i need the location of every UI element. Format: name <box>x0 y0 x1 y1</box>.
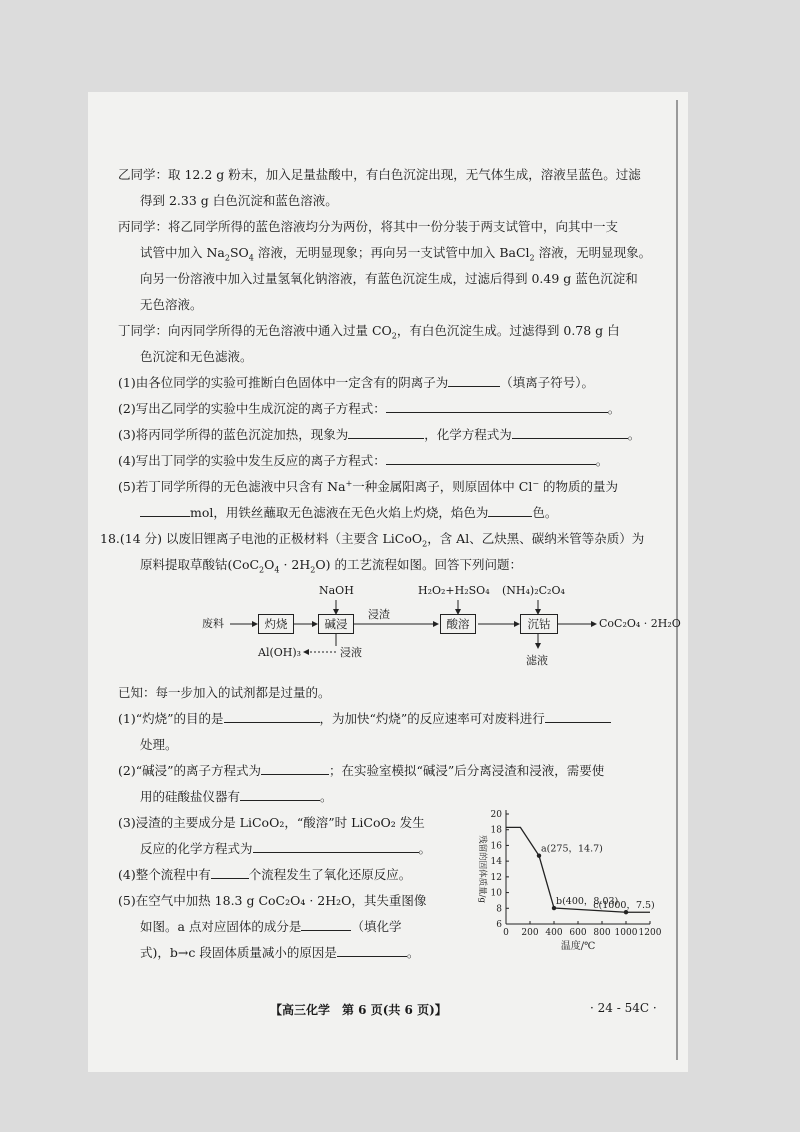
q17-sub3: (3)将丙同学所得的蓝色沉淀加热，现象为 ，化学方程式为 。 <box>118 422 666 448</box>
q17-bing-line-3: 向另一份溶液中加入过量氢氧化钠溶液，有蓝色沉淀生成，过滤后得到 0.49 g 蓝色沉淀和 <box>140 271 638 286</box>
answer-blank[interactable] <box>488 502 532 517</box>
y-tick-label: 10 <box>490 888 502 899</box>
mass-loss-chart <box>470 802 670 952</box>
q18-p5-line-2: 如图。a 点对应固体的成分是 （填化学 <box>118 914 463 940</box>
y-tick-label: 8 <box>496 904 502 915</box>
flow-nh4c2o4: (NH₄)₂C₂O₄ <box>502 584 565 597</box>
flow-residue: 浸渣 <box>368 608 390 621</box>
x-axis-label: 温度/℃ <box>560 941 596 952</box>
flow-feed: 废料 <box>202 617 224 630</box>
flow-box-burn: 灼烧 <box>258 614 294 634</box>
y-tick-label: 18 <box>490 825 502 836</box>
page-fold-line <box>676 100 678 1060</box>
q17-sub2: (2)写出乙同学的实验中生成沉淀的离子方程式： 。 <box>118 396 666 422</box>
q17-sub1: (1)由各位同学的实验可推断白色固体中一定含有的阴离子为 （填离子符号）。 <box>118 370 666 396</box>
q17-ding-line-2: 色沉淀和无色滤液。 <box>140 349 253 364</box>
flow-h2o2: H₂O₂+H₂SO₄ <box>418 584 490 597</box>
exam-page <box>100 162 681 960</box>
flow-box-acid: 酸溶 <box>440 614 476 634</box>
q18-p1-line-2: 处理。 <box>140 737 178 752</box>
y-axis-label: 残留的固体质量/g <box>477 835 487 903</box>
x-tick-label: 0 <box>503 928 509 938</box>
flow-product: CoC₂O₄ · 2H₂O <box>599 617 681 630</box>
point-label: c(1000，7.5) <box>593 900 655 912</box>
answer-blank[interactable] <box>261 760 329 775</box>
answer-blank[interactable] <box>545 708 611 723</box>
point-label: b(400，8.03) <box>556 896 619 908</box>
flow-leachate: 浸液 <box>340 646 362 659</box>
q17-bing-line-1: 丙同学：将乙同学所得的蓝色溶液均分为两份，将其中一份分装于两支试管中，向其中一支 <box>118 219 619 234</box>
flow-box-precip: 沉钴 <box>520 614 558 634</box>
y-tick-label: 16 <box>490 841 502 852</box>
x-tick-label: 200 <box>521 928 539 938</box>
answer-blank[interactable] <box>211 864 249 879</box>
flow-aloh: Al(OH)₃ <box>258 646 302 659</box>
q17-sub5-line-1: (5)若丁同学所得的无色滤液中只含有 Na+一种金属阳离子，则原固体中 Cl− 的物质的量为 <box>118 478 619 494</box>
answer-blank[interactable] <box>240 786 320 801</box>
q18-p3-line-1: (3)浸渣的主要成分是 LiCoO₂，“酸溶”时 LiCoO₂ 发生 <box>118 815 425 830</box>
answer-blank[interactable] <box>140 502 190 517</box>
q17-yi-line-2: 得到 2.33 g 白色沉淀和蓝色溶液。 <box>140 193 338 208</box>
y-tick-label: 6 <box>496 920 502 930</box>
answer-blank[interactable] <box>448 372 500 387</box>
footer-center: 【高三化学 第 6 页(共 6 页)】 <box>270 1003 447 1017</box>
y-tick-label: 12 <box>490 872 502 883</box>
process-flow-diagram <box>118 578 681 680</box>
q18-known: 已知：每一步加入的试剂都是过量的。 <box>118 685 331 700</box>
point-label: a(275，14.7) <box>541 843 603 855</box>
answer-blank[interactable] <box>386 450 596 465</box>
flow-filtrate: 滤液 <box>526 654 548 667</box>
answer-blank[interactable] <box>512 424 628 439</box>
q18-p4: (4)整个流程中有 个流程发生了氧化还原反应。 <box>118 862 463 888</box>
q18-p1-line-1: (1)“灼烧”的目的是 ，为加快“灼烧”的反应速率可对废料进行 <box>118 706 666 732</box>
answer-blank[interactable] <box>253 838 419 853</box>
q17-yi-line-1: 乙同学：取 12.2 g 粉末，加入足量盐酸中，有白色沉淀出现，无气体生成，溶液呈蓝色。过滤 <box>118 167 641 182</box>
x-tick-label: 1200 <box>638 928 662 938</box>
q18-header-line-1: 18.(14 分) 以废旧锂离子电池的正极材料（主要含 LiCoO$_2$，含 Al、乙炔黑、碳纳米管等杂质）为 <box>100 531 645 549</box>
answer-blank[interactable] <box>348 424 424 439</box>
footer-code: · 24 - 54C · <box>590 1001 657 1015</box>
x-tick-label: 800 <box>593 928 611 938</box>
q17-bing-line-2: 试管中加入 $Na_2SO_4$ 溶液，无明显现象；再向另一支试管中加入 BaCl$_2$ 溶液，无明显现象。 <box>140 245 652 263</box>
q18-header-line-2: 原料提取草酸钴$(CoC_2O_4 \cdot 2H_2O)$ 的工艺流程如图。回答下列问题： <box>140 557 522 575</box>
x-tick-label: 600 <box>569 928 587 938</box>
answer-blank[interactable] <box>224 708 320 723</box>
x-tick-label: 1000 <box>614 928 638 938</box>
q18-p3-p5-block <box>118 810 666 960</box>
q17-sub5-line-2: mol，用铁丝蘸取无色滤液在无色火焰上灼烧，焰色为 色。 <box>118 500 666 526</box>
q18-p2-line-1: (2)“碱浸”的离子方程式为 ；在实验室模拟“碱浸”后分离浸渣和浸液，需要使 <box>118 758 666 784</box>
answer-blank[interactable] <box>386 398 608 413</box>
q17-bing-line-4: 无色溶液。 <box>140 297 203 312</box>
x-tick-label: 400 <box>545 928 563 938</box>
answer-blank[interactable] <box>301 916 351 931</box>
q18-p5-line-1: (5)在空气中加热 18.3 g CoC₂O₄ · 2H₂O，其失重图像 <box>118 893 427 908</box>
q17-ding-line-1: 丁同学：向丙同学所得的无色溶液中通入过量 $CO_2$，有白色沉淀生成。过滤得到 0.78 g 白 <box>118 323 620 341</box>
answer-blank[interactable] <box>337 942 407 957</box>
y-tick-label: 14 <box>490 857 502 868</box>
q18-p2-line-2: 用的硅酸盐仪器有 。 <box>118 784 666 810</box>
flow-naoh: NaOH <box>319 584 354 597</box>
q17-sub4: (4)写出丁同学的实验中发生反应的离子方程式： 。 <box>118 448 666 474</box>
y-tick-label: 20 <box>490 810 502 820</box>
q18-p5-line-3: 式)，b→c 段固体质量减小的原因是 。 <box>118 940 463 966</box>
flow-arrows <box>118 578 666 680</box>
flow-box-alkali: 碱浸 <box>318 614 354 634</box>
q18-p3-line-2: 反应的化学方程式为 。 <box>118 836 463 862</box>
